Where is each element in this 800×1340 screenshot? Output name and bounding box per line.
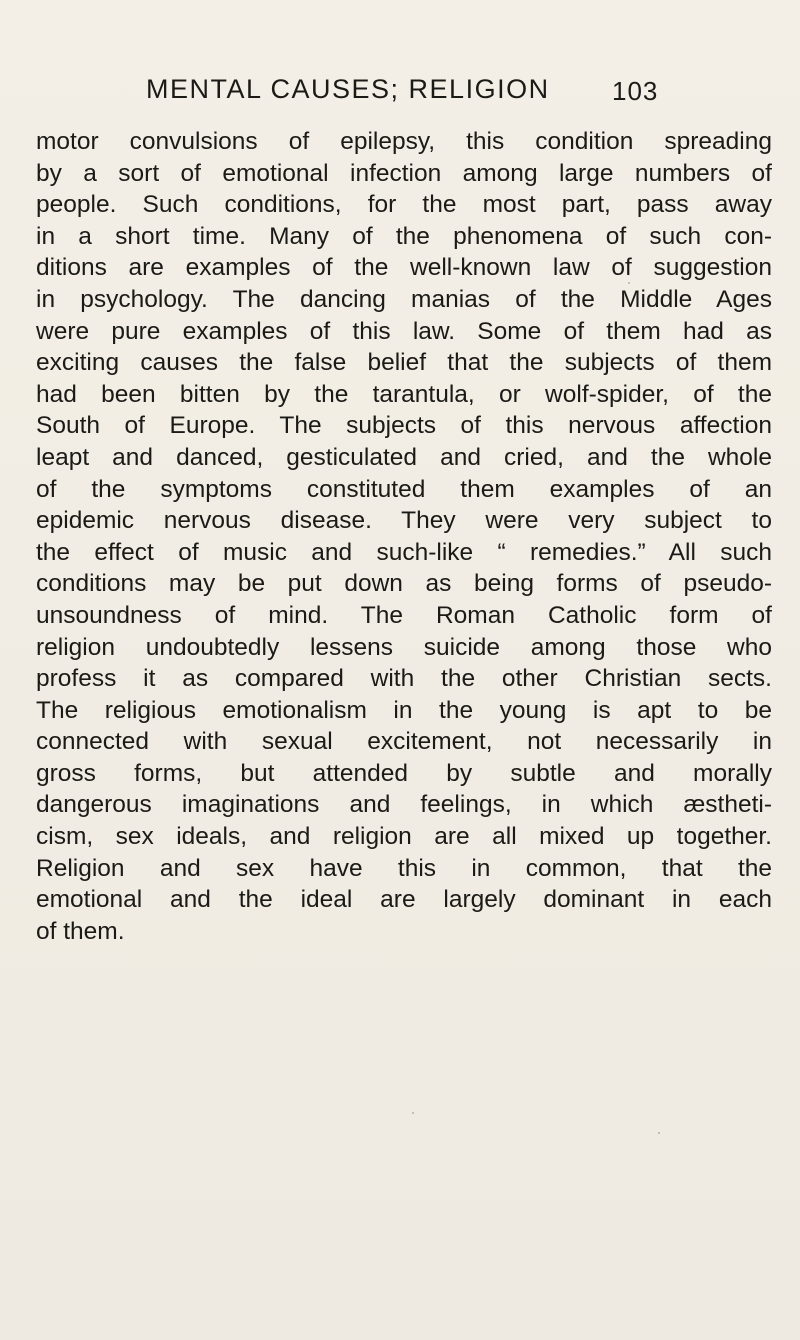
text-line: motor convulsions of epilepsy, this condition spreading (36, 128, 772, 155)
text-line: in a short time. Many of the phenomena of such con- (36, 222, 772, 250)
text-line: had been bitten by the tarantula, or wolf-spider, of the (36, 380, 772, 408)
page-number: 103 (612, 76, 659, 106)
text-line: epidemic nervous disease. They were very subject to (36, 507, 772, 535)
text-line: religion undoubtedly lessens suicide among those who (36, 633, 772, 661)
paper-speck (628, 282, 630, 284)
body-text (36, 126, 772, 947)
text-line: exciting causes the false belief that the subjects of them (36, 349, 772, 377)
text-line: people. Such conditions, for the most part, pass away (36, 191, 772, 219)
text-line: in psychology. The dancing manias of the Middle Ages (36, 285, 772, 313)
text-line: Religion and sex have this in common, that the (36, 854, 772, 882)
text-line: dangerous imaginations and feelings, in which æstheti- (36, 791, 772, 819)
text-line: connected with sexual excitement, not necessarily in (36, 728, 772, 756)
text-line: of them. (36, 917, 125, 945)
text-line: the effect of music and such-like “ remedies.” All such (36, 538, 772, 566)
paper-speck (658, 1132, 660, 1134)
running-title: MENTAL CAUSES; RELIGION (146, 74, 550, 104)
text-line: gross forms, but attended by subtle and morally (36, 759, 772, 787)
text-line: cism, sex ideals, and religion are all mixed up together. (36, 823, 772, 851)
text-line: leapt and danced, gesticulated and cried, and the whole (36, 443, 772, 471)
text-line: ditions are examples of the well-known law of suggestion (36, 254, 772, 282)
paper-speck (412, 1112, 414, 1114)
running-head (0, 74, 800, 114)
text-line: by a sort of emotional infection among large numbers of (36, 159, 772, 187)
text-line: of the symptoms constituted them examples of an (36, 475, 772, 503)
text-line: were pure examples of this law. Some of them had as (36, 317, 772, 345)
text-line: unsoundness of mind. The Roman Catholic form of (36, 601, 772, 629)
text-line: The religious emotionalism in the young is apt to be (36, 696, 772, 724)
text-line: South of Europe. The subjects of this nervous affection (36, 412, 772, 440)
text-line: conditions may be put down as being forms of pseudo- (36, 570, 772, 598)
text-line: emotional and the ideal are largely dominant in each (36, 886, 772, 914)
text-line: profess it as compared with the other Christian sects. (36, 665, 772, 693)
